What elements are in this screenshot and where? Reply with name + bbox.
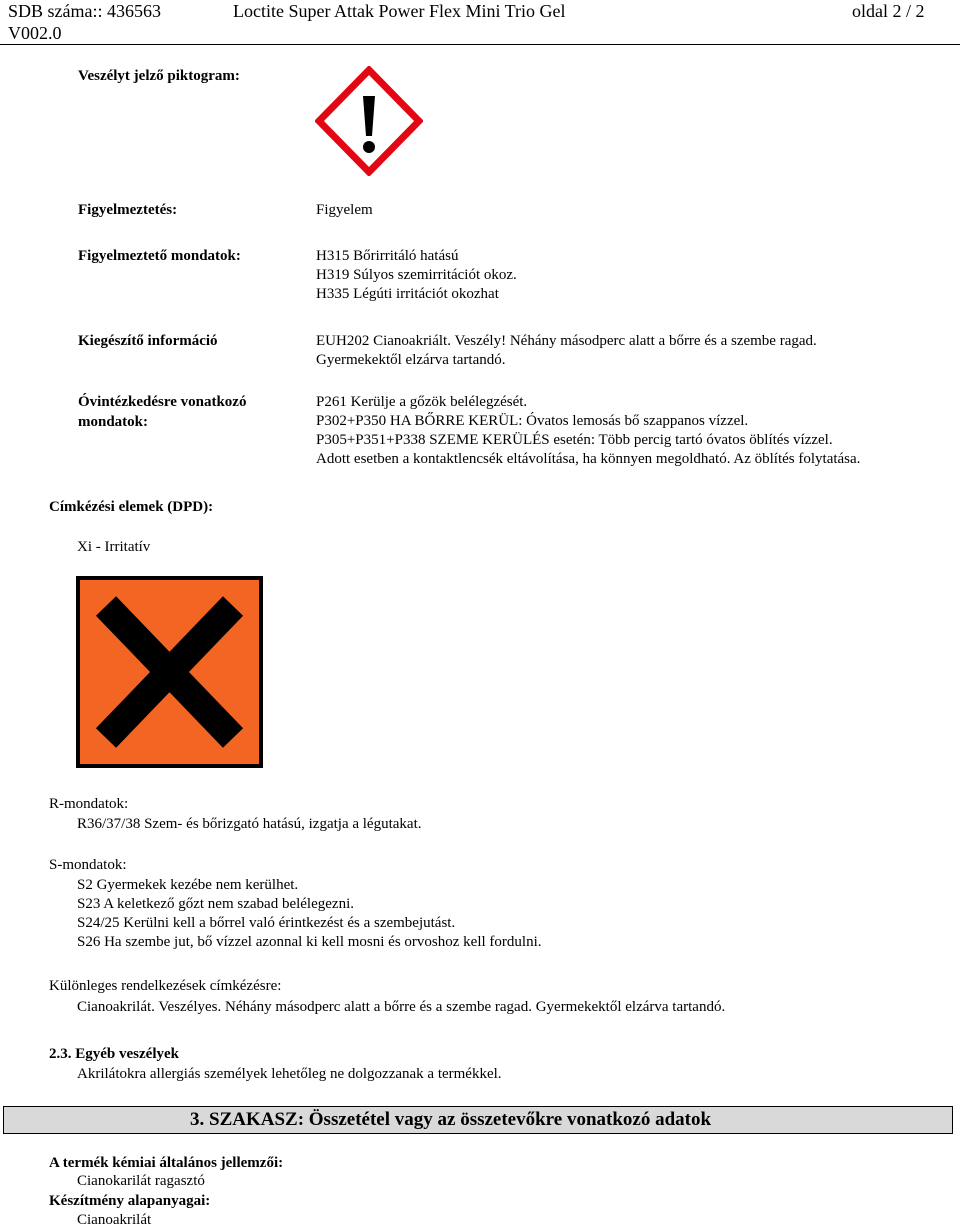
dpd-symbol-text: Xi - Irritatív xyxy=(77,539,151,555)
r-phrase-line: R36/37/38 Szem- és bőrizgató hatású, izgatja a légutakat. xyxy=(77,816,422,832)
hazard-line: H315 Bőrirritáló hatású xyxy=(316,248,459,264)
precaution-line: Adott esetben a kontaktlencsék eltávolítása, ha könnyen megoldható. Az öblítés folytatása. xyxy=(316,451,861,467)
supplementary-line: Gyermekektől elzárva tartandó. xyxy=(316,352,506,368)
hazard-statements xyxy=(316,247,517,304)
irritant-x-icon xyxy=(76,576,263,768)
product-name: Loctite Super Attak Power Flex Mini Trio Gel xyxy=(233,1,566,21)
base-substances-label: Készítmény alapanyagai: xyxy=(49,1193,211,1209)
r-phrases-label: R-mondatok: xyxy=(49,796,129,812)
pictogram-label: Veszélyt jelző piktogram: xyxy=(78,68,240,84)
precautionary-label-line: mondatok: xyxy=(78,413,149,430)
special-provisions-label: Különleges rendelkezések címkézésre: xyxy=(49,978,282,994)
s-phrases xyxy=(77,876,541,952)
exclamation-mark-diamond-icon xyxy=(315,66,423,176)
other-hazards-number: 2.3. xyxy=(49,1046,72,1062)
chemical-characterization-label: A termék kémiai általános jellemzői: xyxy=(49,1155,284,1171)
s-phrases-label: S-mondatok: xyxy=(49,857,127,873)
s-phrase-line: S24/25 Kerülni kell a bőrrel való érintkezést és a szembejutást. xyxy=(77,915,456,931)
other-hazards-title: Egyéb veszélyek xyxy=(75,1046,179,1062)
hazard-line: H335 Légúti irritációt okozhat xyxy=(316,286,499,302)
precaution-line: P305+P351+P338 SZEME KERÜLÉS esetén: Több percig tartó óvatos öblítés vízzel. xyxy=(316,432,833,448)
special-provisions xyxy=(77,998,725,1017)
supplementary-info xyxy=(316,332,817,370)
s-phrase-line: S23 A keletkező gőzt nem szabad belélegezni. xyxy=(77,896,354,912)
precautionary-label-line: Óvintézkedésre vonatkozó xyxy=(78,394,247,410)
page-number: oldal 2 / 2 xyxy=(852,1,925,21)
other-hazards-text: Akrilátokra allergiás személyek lehetőleg ne dolgozzanak a termékkel. xyxy=(77,1066,502,1082)
s-phrase-line: S2 Gyermekek kezébe nem kerülhet. xyxy=(77,877,299,893)
supplementary-label: Kiegészítő információ xyxy=(78,333,218,349)
version: V002.0 xyxy=(8,23,62,43)
signal-word-value: Figyelem xyxy=(316,202,373,218)
s-phrase-line: S26 Ha szembe jut, bő vízzel azonnal ki kell mosni és orvoshoz kell fordulni. xyxy=(77,934,542,950)
precaution-line: P261 Kerülje a gőzök belélegzését. xyxy=(316,394,528,410)
sdb-number: SDB száma:: 436563 xyxy=(8,1,161,21)
section-3-bar xyxy=(3,1106,953,1134)
hazard-statements-label: Figyelmeztető mondatok: xyxy=(78,248,241,264)
hazard-line: H319 Súlyos szemirritációt okoz. xyxy=(316,267,517,283)
base-substances-value: Cianoakrilát xyxy=(77,1212,152,1228)
signal-word-label: Figyelmeztetés: xyxy=(78,202,178,218)
chemical-characterization-value: Cianokarilát ragasztó xyxy=(77,1173,205,1189)
section-3-title: 3. SZAKASZ: Összetétel vagy az összetevőkre vonatkozó adatok xyxy=(190,1109,712,1130)
other-hazards-heading xyxy=(49,1045,179,1065)
precautionary-statements xyxy=(316,393,860,469)
precautionary-label xyxy=(78,393,308,432)
precaution-line: P302+P350 HA BŐRRE KERÜL: Óvatos lemosás bő szappanos vízzel. xyxy=(316,413,749,429)
dpd-label: Címkézési elemek (DPD): xyxy=(49,499,214,515)
header-divider xyxy=(0,44,960,45)
special-provision-line: Cianoakrilát. Veszélyes. Néhány másodperc alatt a bőrre és a szembe ragad. Gyermekektől elzárva tartandó. xyxy=(77,999,726,1015)
supplementary-line: EUH202 Cianoakriált. Veszély! Néhány másodperc alatt a bőrre és a szembe ragad. xyxy=(316,333,817,349)
r-phrases xyxy=(77,815,421,834)
